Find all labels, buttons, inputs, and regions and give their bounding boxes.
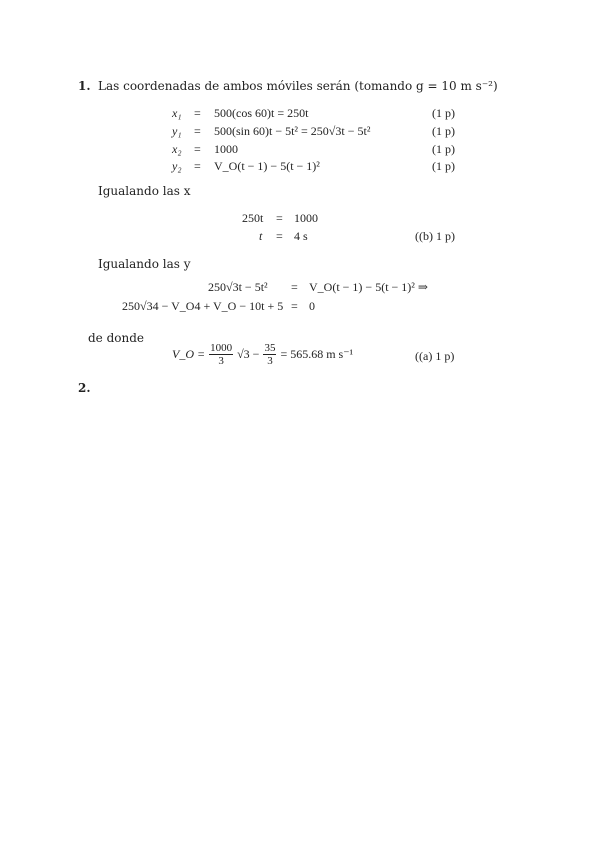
- eq-rhs: 1000: [294, 211, 318, 225]
- de-donde-label: de donde: [88, 331, 145, 345]
- final-lhs: V_O =: [172, 347, 206, 361]
- final-points: ((a) 1 p): [415, 349, 455, 363]
- eq-lhs: x₁: [172, 106, 182, 120]
- eq-lhs: y₁: [172, 124, 182, 138]
- eq-lhs: 250√3t − 5t²: [208, 280, 268, 294]
- eq-points: (1 p): [432, 106, 455, 120]
- fraction-numerator: 35: [264, 342, 276, 354]
- igualando-x-label: Igualando las x: [98, 184, 191, 198]
- eq-lhs: y₂: [172, 159, 182, 173]
- intro-text: Las coordenadas de ambos móviles serán (tomando g = 10 m s⁻²): [98, 79, 498, 93]
- fraction-denominator: 3: [218, 355, 224, 367]
- eq-rel: =: [276, 211, 283, 225]
- igualando-y-label: Igualando las y: [98, 257, 191, 271]
- eq-rel: =: [194, 106, 201, 120]
- eq-rhs: V_O(t − 1) − 5(t − 1)²: [214, 159, 320, 173]
- eq-rel: =: [194, 124, 201, 138]
- item-number-1: 1.: [78, 79, 91, 93]
- eq-rhs: V_O(t − 1) − 5(t − 1)² ⇒: [309, 280, 428, 294]
- eq-lhs: t: [259, 229, 263, 243]
- item-number-2: 2.: [78, 381, 91, 395]
- final-rhs: = 565.68 m s⁻¹: [280, 347, 354, 361]
- fraction-denominator: 3: [267, 355, 273, 367]
- eq-points: (1 p): [432, 124, 455, 138]
- eq-points: (1 p): [432, 142, 455, 156]
- eq-rel: =: [291, 299, 298, 313]
- fraction-numerator: 1000: [210, 342, 233, 354]
- eq-rel: =: [194, 142, 201, 156]
- eq-rel: =: [194, 159, 201, 173]
- eq-rel: =: [276, 229, 283, 243]
- eq-rhs: 1000: [214, 142, 238, 156]
- eq-lhs: x₂: [172, 142, 182, 156]
- final-equation: [172, 342, 353, 367]
- fraction-1000-3: [209, 342, 233, 367]
- eq-rhs: 500(sin 60)t − 5t² = 250√3t − 5t²: [214, 124, 371, 138]
- fraction-35-3: [263, 342, 276, 367]
- eq-rhs: 4 s: [294, 229, 308, 243]
- final-sqrt: √3 −: [237, 347, 260, 361]
- eq-lhs: 250t: [242, 211, 264, 225]
- eq-points: (1 p): [432, 159, 455, 173]
- eq-points: ((b) 1 p): [415, 229, 455, 243]
- eq-lhs: 250√34 − V_O4 + V_O − 10t + 5: [122, 299, 284, 313]
- eq-rel: =: [291, 280, 298, 294]
- eq-rhs: 0: [309, 299, 315, 313]
- eq-rhs: 500(cos 60)t = 250t: [214, 106, 309, 120]
